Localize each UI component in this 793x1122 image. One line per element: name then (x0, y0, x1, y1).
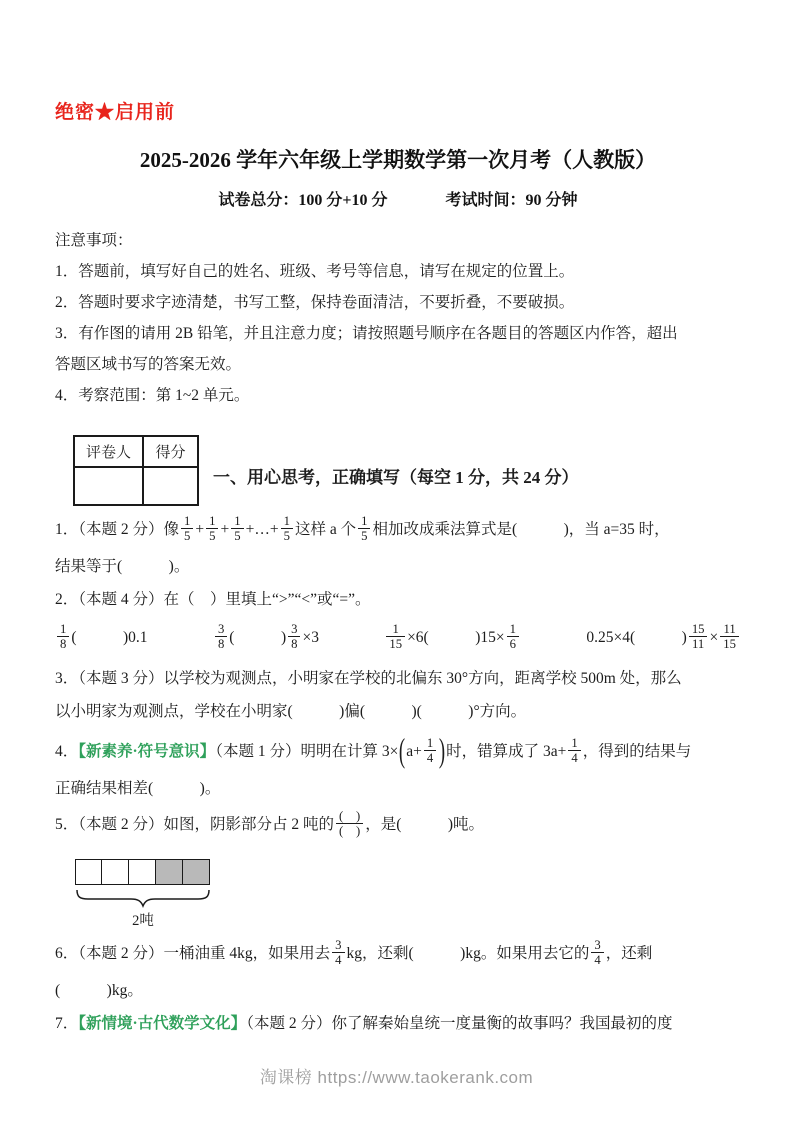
fraction-numerator: 1 (571, 735, 578, 750)
math-text: 以小明家为观测点，学校在小明家( )偏( )( )°方向。 (55, 703, 527, 720)
notice-line: 答题区域书写的答案无效。 (55, 356, 242, 373)
notice-line: 4．考察范围：第 1~2 单元。 (55, 387, 250, 404)
math-text: 0.25×4( ) (586, 629, 687, 646)
bar-cell-shaded (156, 859, 183, 885)
math-text: 6．（本题 2 分）一桶油重 4kg，如果用去 (55, 945, 331, 963)
math-text: ×6( )15× (407, 629, 505, 646)
question-4-line-1 (55, 732, 741, 772)
fraction (424, 736, 436, 765)
fraction-numerator: 3 (291, 621, 298, 636)
bar-cells (75, 859, 225, 885)
bar-cell-shaded (183, 859, 210, 885)
fraction-denominator: 15 (720, 636, 739, 651)
fraction (181, 514, 193, 543)
notices-block (55, 225, 741, 411)
fraction-denominator: 4 (424, 750, 436, 765)
fraction-denominator: 8 (215, 636, 227, 651)
fraction-denominator: ( ) (336, 823, 363, 838)
fraction (281, 514, 293, 543)
fraction-numerator: 3 (594, 938, 601, 953)
question-1 (55, 510, 741, 583)
section-header-row (55, 435, 741, 506)
question-tag: 【新素养·符号意识】 (78, 743, 216, 760)
under-brace-icon (75, 888, 211, 908)
compare-item-4 (586, 618, 741, 658)
bar-cell (75, 859, 102, 885)
fraction-numerator: 1 (392, 621, 399, 636)
question-1-line-1 (55, 510, 741, 550)
question-6-line-1 (55, 934, 741, 974)
fraction (336, 809, 363, 838)
fraction-numerator: 11 (723, 621, 736, 636)
fraction-denominator: 4 (332, 952, 344, 967)
exam-meta-row (55, 187, 741, 210)
fraction (288, 622, 300, 651)
big-paren: ( (399, 731, 406, 770)
fraction-denominator: 4 (568, 750, 580, 765)
question-tag: 【新情境·古代数学文化】 (78, 1015, 247, 1033)
fraction-denominator: 15 (386, 636, 405, 651)
notices-heading: 注意事项： (55, 232, 133, 249)
fraction-numerator: 15 (691, 621, 705, 636)
math-text: 2．（本题 4 分）在（ ）里填上“>”“<”或“=”。 (55, 591, 371, 608)
bar-cell (102, 859, 129, 885)
fraction-denominator: 5 (206, 528, 218, 543)
score-table-header-score: 得分 (143, 436, 198, 467)
exam-total-score: 试卷总分：100 分+10 分 (218, 192, 388, 209)
exam-time: 考试时间：90 分钟 (445, 192, 578, 209)
notice-line: 1．答题前，填写好自己的姓名、班级、考号等信息，请写在规定的位置上。 (55, 263, 575, 280)
math-text: a+ (406, 743, 422, 760)
score-table-grader-cell (74, 467, 143, 505)
fraction-denominator: 5 (231, 528, 243, 543)
fraction-numerator: 1 (184, 513, 191, 528)
fraction (720, 622, 739, 651)
math-text: ，是( )吨。 (365, 816, 485, 834)
math-text: 相加改成乘法算式是( )，当 a=35 时， (372, 521, 670, 538)
fraction-numerator: 1 (361, 513, 368, 528)
notice-line: 3．有作图的请用 2B 铅笔，并且注意力度；请按照题号顺序在各题目的答题区内作答，超出 (55, 325, 678, 342)
question-5-line-1 (55, 805, 741, 845)
math-text: × (709, 629, 719, 646)
question-6 (55, 934, 741, 1007)
fraction (689, 622, 708, 651)
math-text: ( )0.1 (71, 629, 148, 646)
math-text: 3．（本题 3 分）以学校为观测点，小明家在学校的北偏东 30°方向，距离学校 500m 处，那么 (55, 670, 682, 687)
math-text: +…+ (245, 521, 279, 538)
fraction (568, 736, 580, 765)
compare-item-2 (213, 618, 319, 658)
math-text: 1．（本题 2 分）像 (55, 521, 180, 538)
question-2-compare-row (55, 618, 741, 658)
bar-cell (129, 859, 156, 885)
fraction-numerator: 3 (335, 938, 342, 953)
fraction (231, 514, 243, 543)
fraction (507, 622, 519, 651)
math-text: ( ) (229, 629, 287, 646)
score-table-header-grader: 评卷人 (74, 436, 143, 467)
math-text: （本题 2 分）你了解秦始皇统一度量衡的故事吗？我国最初的度 (246, 1015, 673, 1033)
fraction-numerator: 1 (209, 513, 216, 528)
math-text: 5．（本题 2 分）如图，阴影部分占 2 吨的 (55, 816, 335, 834)
fraction-numerator: ( ) (339, 809, 361, 824)
footer-watermark: 淘课榜 https://www.taokerank.com (259, 1068, 534, 1087)
math-text: 正确结果相差( )。 (55, 780, 221, 798)
math-text: ，还剩 (605, 945, 653, 963)
fraction-numerator: 1 (509, 621, 516, 636)
big-paren: ) (439, 731, 446, 770)
question-4 (55, 732, 741, 805)
fraction-numerator: 1 (426, 735, 434, 750)
score-table-score-cell (143, 467, 198, 505)
shaded-bar-diagram (75, 859, 225, 930)
question-6-line-2 (55, 974, 741, 1007)
math-text: 7． (55, 1015, 79, 1033)
question-7-line-1 (55, 1007, 741, 1040)
math-text: + (195, 521, 205, 538)
question-2-line-1 (55, 583, 741, 616)
fraction-denominator: 5 (181, 528, 193, 543)
math-text: 时，错算成了 3a+ (446, 743, 567, 760)
math-text: ( )kg。 (55, 982, 143, 1000)
fraction-denominator: 4 (591, 952, 603, 967)
fraction (332, 938, 344, 967)
fraction-denominator: 5 (281, 528, 293, 543)
fraction (57, 622, 69, 651)
question-1-line-2 (55, 550, 741, 583)
fraction (591, 938, 603, 967)
compare-item-1 (55, 618, 148, 658)
fraction-denominator: 6 (507, 636, 519, 651)
diagram-label: 2吨 (132, 913, 154, 930)
fraction-numerator: 3 (217, 621, 225, 636)
fraction-numerator: 1 (60, 621, 67, 636)
math-text: + (220, 521, 230, 538)
math-text: ，得到的结果与 (582, 743, 692, 760)
score-table (73, 435, 199, 506)
fraction-denominator: 11 (689, 636, 707, 651)
fraction-numerator: 1 (283, 513, 290, 528)
security-label: 绝密★启用前 (55, 102, 176, 123)
compare-item-3 (384, 618, 521, 658)
fraction (206, 514, 218, 543)
notice-line: 2．答题时要求字迹清楚，书写工整，保持卷面清洁，不要折叠，不要破损。 (55, 294, 575, 311)
fraction (215, 622, 227, 651)
math-text: 这样 a 个 (294, 521, 357, 538)
math-text: 4． (55, 743, 79, 760)
page-title: 2025-2026 学年六年级上学期数学第一次月考（人教版） (139, 148, 657, 172)
question-3-line-1 (55, 662, 741, 695)
math-text: kg，还剩( )kg。如果用去它的 (346, 945, 590, 963)
fraction-denominator: 5 (358, 528, 370, 543)
math-text: ×3 (302, 629, 319, 646)
math-text: 结果等于( )。 (55, 558, 190, 575)
fraction-denominator: 8 (288, 636, 300, 651)
section-1-title: 一、用心思考，正确填写（每空 1 分，共 24 分） (213, 468, 579, 487)
fraction (386, 622, 405, 651)
fraction-denominator: 8 (57, 636, 69, 651)
fraction (358, 514, 370, 543)
fraction-numerator: 1 (234, 513, 241, 528)
math-text: （本题 1 分）明明在计算 3× (215, 743, 399, 760)
